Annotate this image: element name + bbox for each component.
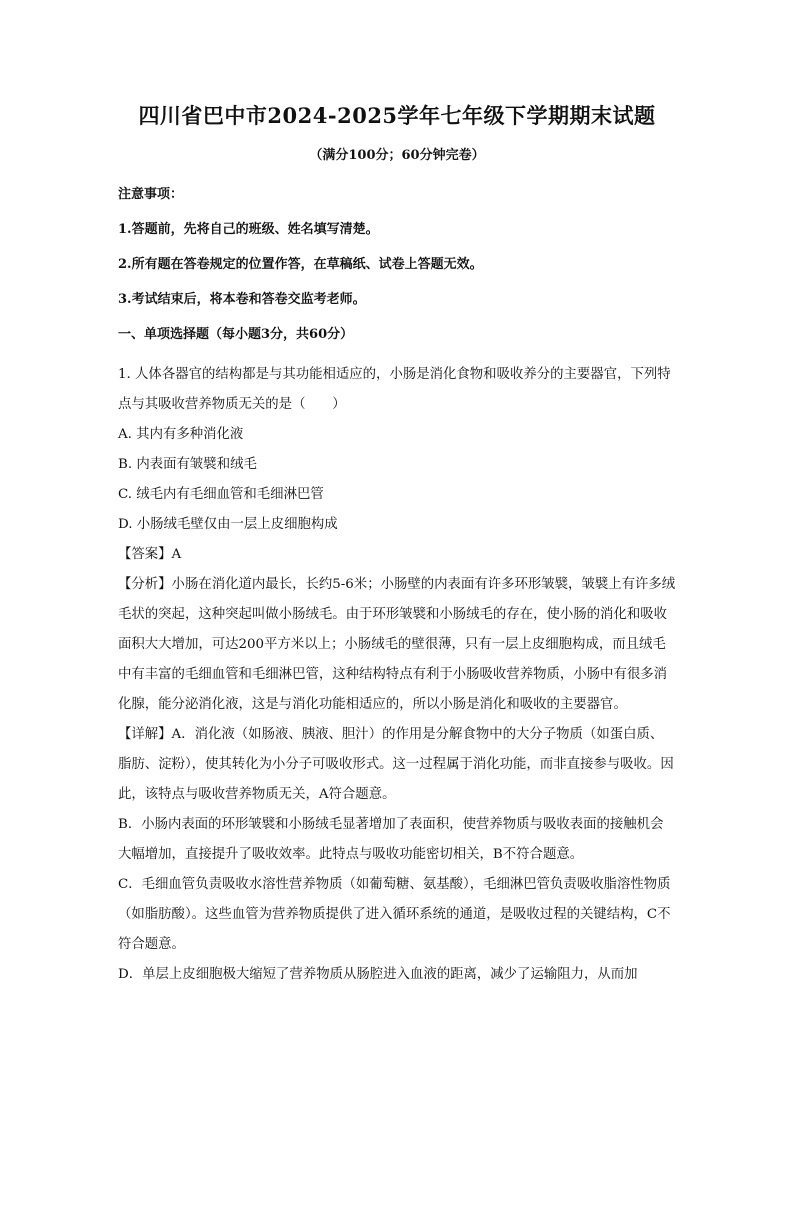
detail-paragraph-b: B．小肠内表面的环形皱襞和小肠绒毛显著增加了表面积，使营养物质与吸收表面的接触机会大幅增加，直接提升了吸收效率。此特点与吸收功能密切相关，B不符合题意。 bbox=[118, 817, 664, 862]
exam-page bbox=[0, 100, 794, 1223]
option-a: A. 其内有多种消化液 bbox=[118, 427, 244, 442]
option-c: C. 绒毛内有毛细血管和毛细淋巴管 bbox=[118, 487, 324, 502]
page-subtitle: （满分100分；60分钟完卷） bbox=[309, 148, 485, 163]
section-heading: 一、单项选择题（每小题3分，共60分） bbox=[118, 327, 354, 342]
option-b: B. 内表面有皱襞和绒毛 bbox=[118, 457, 257, 472]
notes-heading: 注意事项： bbox=[118, 187, 184, 202]
note-item: 3.考试结束后，将本卷和答卷交监考老师。 bbox=[118, 292, 366, 307]
note-item: 2.所有题在答卷规定的位置作答，在草稿纸、试卷上答题无效。 bbox=[118, 257, 483, 272]
analysis-paragraph: 【分析】小肠在消化道内最长，长约5-6米；小肠壁的内表面有许多环形皱襞，皱襞上有许多绒毛状的突起，这种突起叫做小肠绒毛。由于环形皱襞和小肠绒毛的存在，使小肠的消化和吸收面积大大增加，可达200平方米以上；小肠绒毛的壁很薄，只有一层上皮细胞构成，而且绒毛中有丰富的毛细血管和毛细淋巴管，这种结构特点有利于小肠吸收营养物质，小肠中有很多消化腺，能分泌消化液，这是与消化功能相适应的，所以小肠是消化和吸收的主要器官。 bbox=[118, 577, 676, 712]
page-title: 四川省巴中市2024-2025学年七年级下学期期末试题 bbox=[138, 103, 656, 128]
detail-paragraph-c: C．毛细血管负责吸收水溶性营养物质（如葡萄糖、氨基酸），毛细淋巴管负责吸收脂溶性物质（如脂肪酸）。这些血管为营养物质提供了进入循环系统的通道，是吸收过程的关键结构，C不符合题意。 bbox=[118, 877, 671, 952]
question-stem: 1. 人体各器官的结构都是与其功能相适应的，小肠是消化食物和吸收养分的主要器官，下列特点与其吸收营养物质无关的是（ ） bbox=[118, 367, 671, 412]
detail-paragraph-a: 【详解】A．消化液（如肠液、胰液、胆汁）的作用是分解食物中的大分子物质（如蛋白质、脂肪、淀粉），使其转化为小分子可吸收形式。这一过程属于消化功能，而非直接参与吸收。因此，该特点与吸收营养物质无关，A符合题意。 bbox=[118, 727, 674, 802]
answer-line: 【答案】A bbox=[118, 547, 182, 562]
option-d: D. 小肠绒毛壁仅由一层上皮细胞构成 bbox=[118, 517, 338, 532]
note-item: 1.答题前，先将自己的班级、姓名填写清楚。 bbox=[118, 222, 379, 237]
detail-paragraph-d: D．单层上皮细胞极大缩短了营养物质从肠腔进入血液的距离，减少了运输阻力，从而加 bbox=[118, 967, 638, 982]
